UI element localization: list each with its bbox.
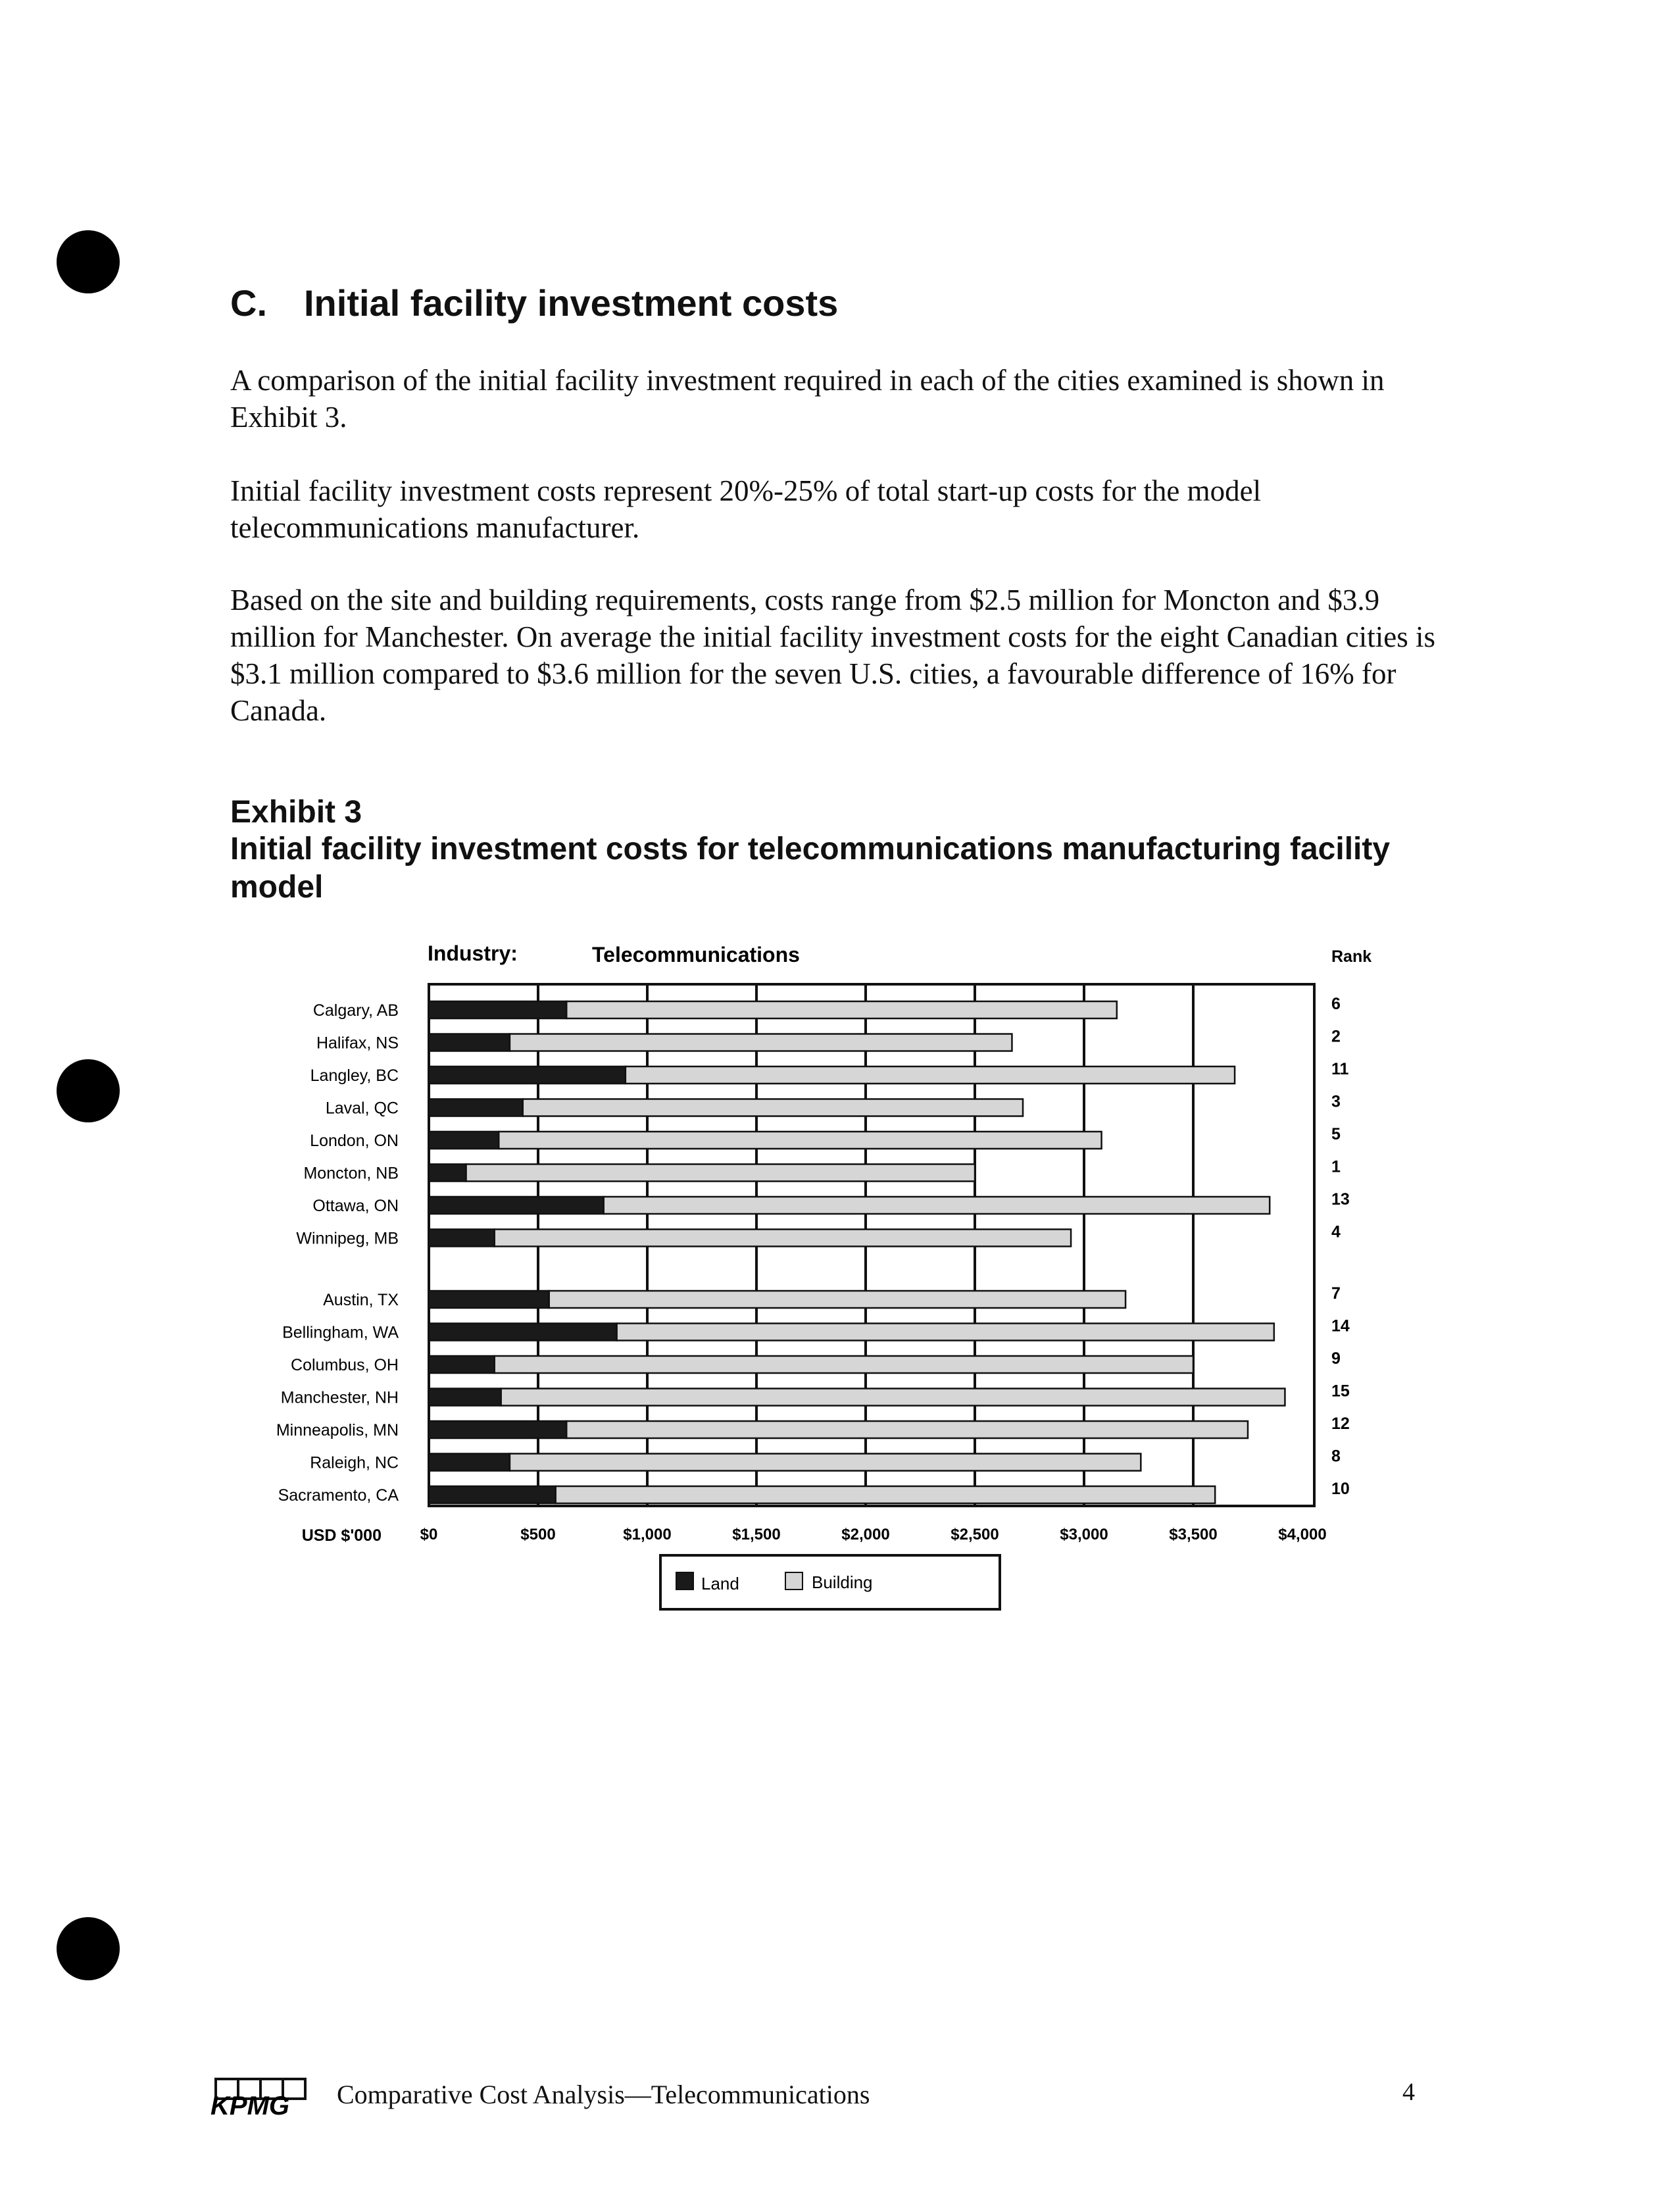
x-tick-label: $2,500 — [951, 1526, 999, 1543]
bar-building — [626, 1066, 1235, 1084]
bar-land — [429, 1486, 556, 1503]
rank-value: 2 — [1331, 1027, 1341, 1046]
category-label: Halifax, NS — [316, 1034, 399, 1053]
bar-building — [499, 1132, 1101, 1149]
rank-header: Rank — [1331, 947, 1372, 966]
bar-building — [501, 1389, 1285, 1406]
bar-building — [466, 1165, 975, 1182]
paragraph-2: Initial facility investment costs represent 20%-25% of total start-up costs for the model telecommunications manufacturer. — [230, 474, 1262, 544]
x-tick-label: $3,500 — [1169, 1526, 1218, 1543]
category-label: Langley, BC — [310, 1066, 399, 1085]
bar-land — [429, 1132, 499, 1149]
bar-land — [429, 1389, 501, 1406]
category-label: London, ON — [310, 1132, 399, 1150]
legend-swatch-land — [676, 1572, 693, 1590]
bar-land — [429, 1454, 510, 1471]
rank-value: 7 — [1331, 1284, 1341, 1303]
industry-value: Telecommunications — [592, 943, 800, 966]
bars — [429, 1001, 1285, 1503]
section-title: Initial facility investment costs — [304, 282, 839, 324]
rank-value: 12 — [1331, 1415, 1350, 1433]
bar-building — [566, 1001, 1117, 1018]
category-label: Moncton, NB — [303, 1164, 399, 1183]
exhibit-title: Initial facility investment costs for telecommunications manufacturing facility model — [230, 832, 1391, 905]
footer-text: Comparative Cost Analysis—Telecommunications — [337, 2080, 870, 2109]
category-label: Austin, TX — [323, 1291, 399, 1309]
category-label: Raleigh, NC — [310, 1453, 399, 1472]
category-label: Manchester, NH — [280, 1388, 399, 1407]
rank-value: 15 — [1331, 1382, 1350, 1401]
bar-land — [429, 1421, 566, 1438]
category-label: Sacramento, CA — [278, 1486, 399, 1505]
rank-value: 13 — [1331, 1190, 1350, 1209]
category-label: Bellingham, WA — [282, 1323, 399, 1342]
category-label: Calgary, AB — [312, 1001, 399, 1020]
bar-building — [549, 1291, 1125, 1308]
binder-hole-bottom — [57, 1917, 120, 1980]
rank-value: 11 — [1331, 1060, 1349, 1078]
rank-value: 4 — [1331, 1222, 1341, 1241]
category-label: Winnipeg, MB — [296, 1229, 399, 1248]
x-axis-label: USD $'000 — [301, 1526, 382, 1545]
bar-building — [495, 1356, 1193, 1373]
exhibit-label: Exhibit 3 — [230, 795, 362, 830]
x-tick-label: $500 — [520, 1526, 556, 1543]
rank-value: 3 — [1331, 1092, 1341, 1111]
x-tick-label: $4,000 — [1278, 1526, 1327, 1543]
bar-land — [429, 1230, 495, 1247]
rank-value: 6 — [1331, 995, 1341, 1013]
legend-label-land: Land — [701, 1574, 739, 1593]
rank-value: 5 — [1331, 1125, 1341, 1143]
rank-value: 9 — [1331, 1349, 1341, 1368]
legend-swatch-building — [785, 1572, 803, 1590]
rank-value: 10 — [1331, 1480, 1350, 1498]
page-number: 4 — [1402, 2078, 1415, 2106]
kpmg-logo-text: KPMG — [210, 2091, 289, 2118]
bar-building — [617, 1324, 1274, 1341]
category-label: Columbus, OH — [291, 1356, 399, 1374]
x-tick-label: $1,000 — [623, 1526, 672, 1543]
kpmg-logo — [209, 2078, 308, 2118]
rank-value: 14 — [1331, 1316, 1350, 1336]
bar-land — [429, 1197, 604, 1214]
section-letter: C. — [230, 282, 267, 324]
bar-building — [495, 1230, 1071, 1247]
x-tick-label: $3,000 — [1060, 1526, 1108, 1543]
bar-building — [604, 1197, 1270, 1214]
bar-building — [510, 1454, 1141, 1471]
x-tick-label: $1,500 — [732, 1526, 781, 1543]
bar-land — [429, 1099, 523, 1116]
bar-land — [429, 1066, 626, 1084]
bar-land — [429, 1291, 549, 1308]
x-tick-label: $2,000 — [841, 1526, 890, 1543]
industry-label: Industry: — [428, 941, 518, 965]
bar-land — [429, 1001, 566, 1018]
category-label: Ottawa, ON — [312, 1197, 399, 1215]
paragraph-3: Based on the site and building requirements, costs range from $2.5 million for Moncton and $3.9 million for Manchester. On average the initial facility investment costs for the eight Canadian cities is $3.1 million compared to $3.6 million for the seven U.S. cities, a favourable difference of 16% for Canada. — [230, 584, 1435, 727]
bar-land — [429, 1356, 495, 1373]
legend — [660, 1555, 1000, 1609]
bar-building — [510, 1034, 1012, 1051]
x-tick-label: $0 — [420, 1526, 438, 1543]
rank-value: 8 — [1331, 1447, 1341, 1466]
rank-value: 1 — [1331, 1157, 1341, 1176]
bar-land — [429, 1034, 510, 1051]
category-label: Minneapolis, MN — [276, 1421, 399, 1440]
category-label: Laval, QC — [325, 1099, 399, 1118]
paragraph-1: A comparison of the initial facility investment required in each of the cities examined is shown in Exhibit 3. — [230, 364, 1385, 434]
bar-building — [566, 1421, 1248, 1438]
bar-building — [556, 1486, 1216, 1503]
bar-building — [523, 1099, 1023, 1116]
bar-land — [429, 1324, 617, 1341]
legend-label-building: Building — [812, 1572, 873, 1592]
bar-land — [429, 1165, 466, 1182]
